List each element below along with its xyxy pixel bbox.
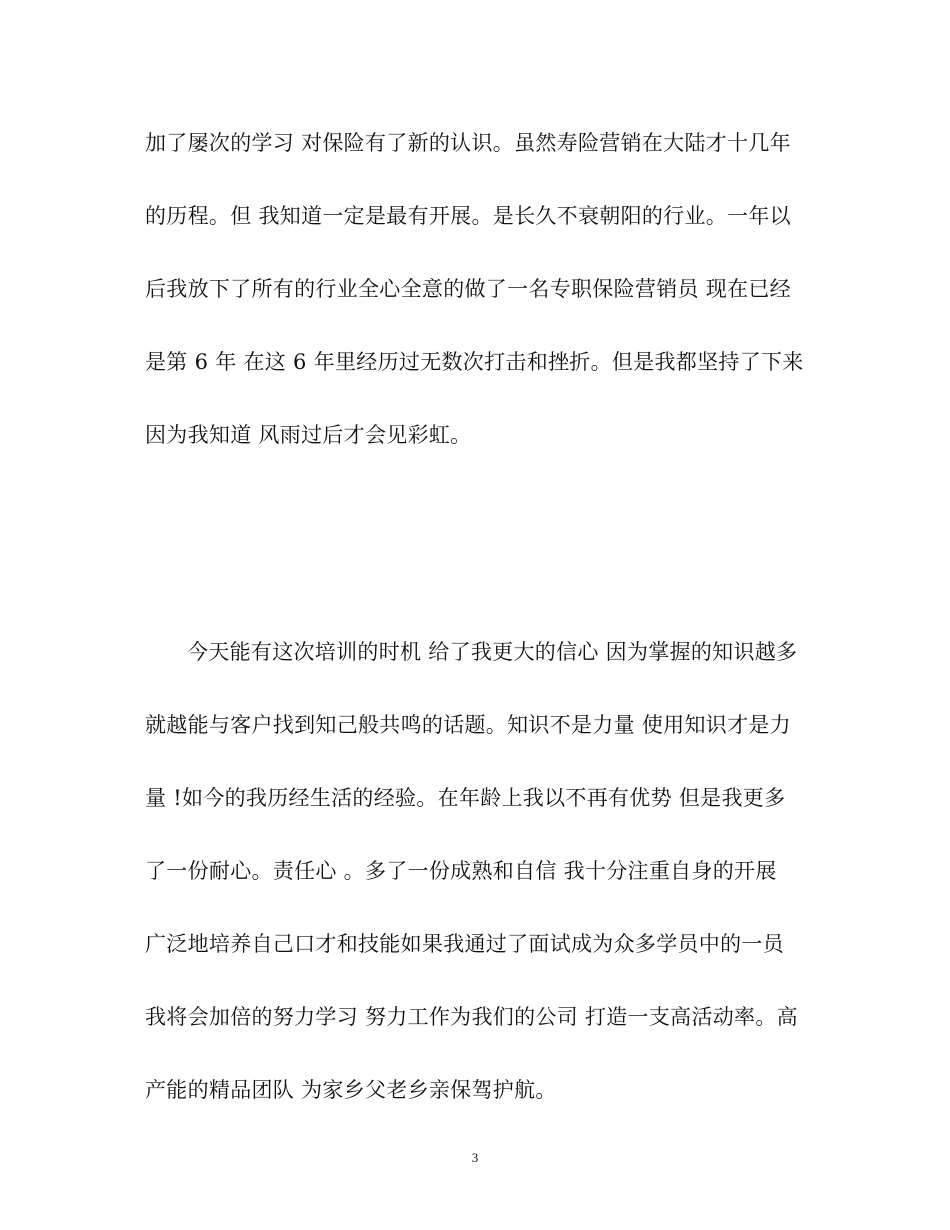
paragraph-2-line-5: 广泛地培养自己口才和技能如果我通过了面试成为众多学员中的一员 bbox=[145, 932, 784, 956]
paragraph-2-line-3: 量 !如今的我历经生活的经验。在年龄上我以不再有优势 但是我更多 bbox=[145, 786, 786, 810]
paragraph-1-line-2: 的历程。但 我知道一定是最有开展。是长久不衰朝阳的行业。一年以 bbox=[145, 204, 791, 228]
paragraph-2-line-4: 了一份耐心。责任心 。多了一份成熟和自信 我十分注重自身的开展 bbox=[145, 859, 777, 883]
paragraph-2-line-6: 我将会加倍的努力学习 努力工作为我们的公司 打造一支高活动率。高 bbox=[145, 1005, 798, 1029]
paragraph-1-line-1: 加了屡次的学习 对保险有了新的认识。虽然寿险营销在大陆才十几年 bbox=[145, 131, 791, 155]
paragraph-2-line-2: 就越能与客户找到知己般共鸣的话题。知识不是力量 使用知识才是力 bbox=[145, 713, 791, 737]
paragraph-1-line-3: 后我放下了所有的行业全心全意的做了一名专职保险营销员 现在已经 bbox=[145, 277, 791, 301]
paragraph-1-line-4: 是第 6 年 在这 6 年里经历过无数次打击和挫折。但是我都坚持了下来 bbox=[145, 350, 804, 374]
page-number: 3 bbox=[471, 1150, 479, 1165]
paragraph-2-line-1: 今天能有这次培训的时机 给了我更大的信心 因为掌握的知识越多 bbox=[187, 640, 798, 664]
paragraph-1-line-5: 因为我知道 风雨过后才会见彩虹。 bbox=[145, 423, 472, 447]
paragraph-2-line-7: 产能的精品团队 为家乡父老乡亲保驾护航。 bbox=[145, 1078, 557, 1102]
